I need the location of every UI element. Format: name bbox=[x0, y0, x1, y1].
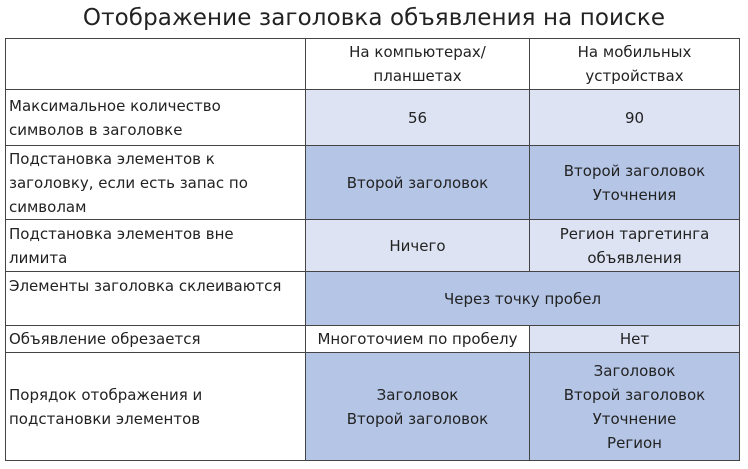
mobile-value-line: Второй заголовок bbox=[563, 385, 706, 404]
desktop-value bbox=[306, 353, 530, 461]
mobile-value-line: Нет bbox=[619, 330, 650, 348]
header-corner-cell bbox=[6, 39, 306, 90]
row-label bbox=[6, 146, 306, 220]
desktop-value bbox=[306, 146, 530, 220]
desktop-value bbox=[306, 326, 530, 353]
desktop-value-line: Заголовок bbox=[376, 385, 459, 404]
mobile-value-line: Уточнения bbox=[592, 185, 677, 204]
mobile-value bbox=[530, 90, 740, 146]
row-label bbox=[6, 326, 306, 353]
header-mobile bbox=[530, 39, 740, 90]
row-label-line: лимита bbox=[9, 248, 68, 267]
row-label bbox=[6, 220, 306, 272]
mobile-value bbox=[530, 146, 740, 220]
row-label-line: символам bbox=[9, 197, 87, 216]
mobile-value-line: 90 bbox=[624, 108, 645, 127]
mobile-value-line: Уточнение bbox=[592, 409, 677, 428]
header-mobile-line: устройствах bbox=[585, 67, 684, 85]
table-row bbox=[6, 220, 740, 272]
row-label-line: Подстановка элементов к bbox=[9, 149, 215, 168]
row-label bbox=[6, 90, 306, 146]
row-label-line: заголовку, если есть запас по bbox=[9, 173, 248, 192]
row-label-line: Подстановка элементов вне bbox=[9, 224, 234, 243]
merged-value-line: Через точку пробел bbox=[443, 289, 602, 308]
mobile-value-line: Регион bbox=[607, 433, 662, 452]
desktop-value-line: Ничего bbox=[389, 236, 446, 255]
table-row bbox=[6, 326, 740, 353]
desktop-value bbox=[306, 220, 530, 272]
desktop-value-line: Второй заголовок bbox=[346, 173, 489, 192]
desktop-value bbox=[306, 90, 530, 146]
desktop-value-line: Многоточием по пробелу bbox=[317, 330, 518, 348]
desktop-value-line: 56 bbox=[407, 108, 428, 127]
header-desktop bbox=[306, 39, 530, 90]
mobile-value bbox=[530, 326, 740, 353]
mobile-value-line: Регион таргетинга bbox=[559, 224, 710, 243]
row-label-line: подстановки элементов bbox=[9, 409, 201, 428]
row-label-line: Максимальное количество bbox=[9, 96, 221, 115]
table-header-row bbox=[6, 39, 740, 90]
merged-value bbox=[306, 272, 740, 326]
table-row bbox=[6, 90, 740, 146]
row-label bbox=[6, 272, 306, 326]
mobile-value bbox=[530, 220, 740, 272]
row-label-line: Порядок отображения и bbox=[9, 385, 203, 404]
header-desktop-line: планшетах bbox=[373, 67, 462, 85]
mobile-value-line: Заголовок bbox=[593, 361, 676, 380]
row-label bbox=[6, 353, 306, 461]
header-mobile-line: На мобильных bbox=[577, 43, 692, 61]
mobile-value bbox=[530, 353, 740, 461]
table-row bbox=[6, 272, 740, 326]
mobile-value-line: Второй заголовок bbox=[563, 161, 706, 180]
row-label-line: Объявление обрезается bbox=[9, 330, 201, 348]
comparison-table bbox=[5, 38, 740, 461]
header-desktop-line: На компьютерах/ bbox=[349, 43, 486, 61]
table-row bbox=[6, 146, 740, 220]
mobile-value-line: объявления bbox=[587, 248, 682, 267]
table-row bbox=[6, 353, 740, 461]
page-title: Отображение заголовка объявления на поиске bbox=[82, 5, 666, 31]
row-label-line: Элементы заголовка склеиваются bbox=[9, 277, 282, 295]
row-label-line: символов в заголовке bbox=[9, 120, 183, 139]
desktop-value-line: Второй заголовок bbox=[346, 409, 489, 428]
